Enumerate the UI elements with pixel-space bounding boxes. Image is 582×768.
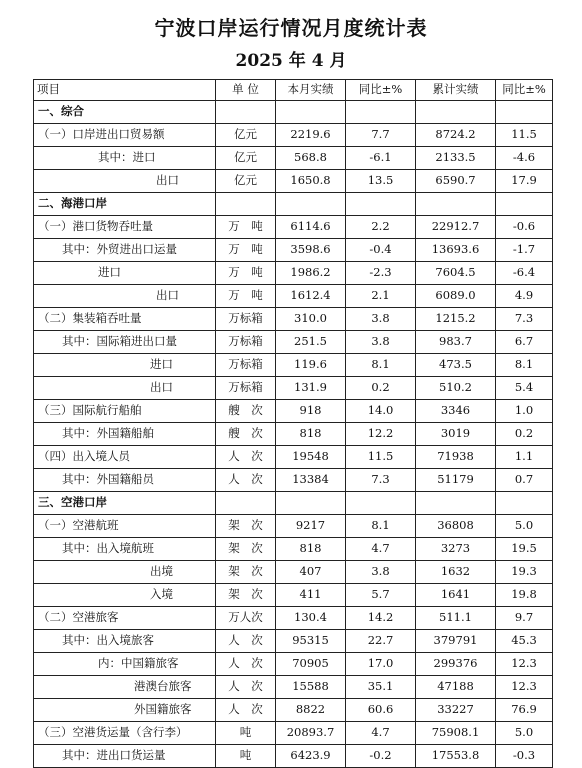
row-item: 出口 <box>34 285 216 308</box>
row-current: 818 <box>276 423 346 446</box>
table-row <box>34 331 553 354</box>
row-item: 三、空港口岸 <box>34 492 216 515</box>
row-cumulative: 1632 <box>416 561 496 584</box>
row-unit: 万人次 <box>216 607 276 630</box>
row-cumulative: 2133.5 <box>416 147 496 170</box>
row-cumulative: 299376 <box>416 653 496 676</box>
row-yoy-cumulative: 5.0 <box>496 515 553 538</box>
row-yoy: 13.5 <box>346 170 416 193</box>
table-row <box>34 538 553 561</box>
row-yoy-cumulative <box>496 101 553 124</box>
row-cumulative: 6590.7 <box>416 170 496 193</box>
row-unit: 架 次 <box>216 561 276 584</box>
table-row <box>34 584 553 607</box>
row-cumulative: 3019 <box>416 423 496 446</box>
row-unit <box>216 193 276 216</box>
row-cumulative: 1641 <box>416 584 496 607</box>
row-cumulative: 3273 <box>416 538 496 561</box>
row-yoy-cumulative: 76.9 <box>496 699 553 722</box>
row-yoy-cumulative: -6.4 <box>496 262 553 285</box>
row-cumulative: 6089.0 <box>416 285 496 308</box>
row-current: 251.5 <box>276 331 346 354</box>
row-item: 港澳台旅客 <box>34 676 216 699</box>
row-cumulative: 511.1 <box>416 607 496 630</box>
table-row <box>34 354 553 377</box>
row-item: 内：中国籍旅客 <box>34 653 216 676</box>
row-current: 119.6 <box>276 354 346 377</box>
row-yoy: 11.5 <box>346 446 416 469</box>
row-yoy <box>346 101 416 124</box>
row-cumulative: 47188 <box>416 676 496 699</box>
row-unit: 艘 次 <box>216 400 276 423</box>
row-cumulative: 22912.7 <box>416 216 496 239</box>
table-row <box>34 722 553 745</box>
row-item: 出境 <box>34 561 216 584</box>
row-cumulative: 1215.2 <box>416 308 496 331</box>
row-yoy-cumulative: 1.0 <box>496 400 553 423</box>
row-item: （四）出入境人员 <box>34 446 216 469</box>
row-item: （一）口岸进出口贸易额 <box>34 124 216 147</box>
row-current: 407 <box>276 561 346 584</box>
row-yoy-cumulative: 5.0 <box>496 722 553 745</box>
row-current: 20893.7 <box>276 722 346 745</box>
table-row <box>34 561 553 584</box>
row-yoy: 7.3 <box>346 469 416 492</box>
row-yoy-cumulative: 12.3 <box>496 653 553 676</box>
row-yoy-cumulative: 12.3 <box>496 676 553 699</box>
row-unit: 亿元 <box>216 124 276 147</box>
row-unit: 万标箱 <box>216 308 276 331</box>
row-yoy: 35.1 <box>346 676 416 699</box>
row-yoy-cumulative: -4.6 <box>496 147 553 170</box>
row-yoy-cumulative: 8.1 <box>496 354 553 377</box>
row-unit: 人 次 <box>216 676 276 699</box>
table-row <box>34 377 553 400</box>
row-cumulative <box>416 101 496 124</box>
row-yoy: 2.2 <box>346 216 416 239</box>
row-current: 818 <box>276 538 346 561</box>
row-current: 6423.9 <box>276 745 346 768</box>
row-item: 二、海港口岸 <box>34 193 216 216</box>
row-cumulative: 13693.6 <box>416 239 496 262</box>
row-unit: 架 次 <box>216 584 276 607</box>
row-unit: 人 次 <box>216 653 276 676</box>
row-current: 19548 <box>276 446 346 469</box>
row-yoy: 14.0 <box>346 400 416 423</box>
row-unit <box>216 101 276 124</box>
row-yoy-cumulative: 17.9 <box>496 170 553 193</box>
row-yoy-cumulative: 7.3 <box>496 308 553 331</box>
row-yoy-cumulative: -1.7 <box>496 239 553 262</box>
row-yoy-cumulative: 0.7 <box>496 469 553 492</box>
row-yoy: 22.7 <box>346 630 416 653</box>
table-row <box>34 170 553 193</box>
table-row <box>34 607 553 630</box>
row-current: 9217 <box>276 515 346 538</box>
row-unit: 万标箱 <box>216 354 276 377</box>
row-yoy-cumulative: 4.9 <box>496 285 553 308</box>
table-row <box>34 400 553 423</box>
row-item: （三）空港货运量（含行李） <box>34 722 216 745</box>
row-yoy: -0.4 <box>346 239 416 262</box>
row-cumulative: 33227 <box>416 699 496 722</box>
report-period: 2025 年 4 月 <box>235 51 347 71</box>
table-row <box>34 469 553 492</box>
row-unit: 人 次 <box>216 699 276 722</box>
page-title: 宁波口岸运行情况月度统计表 <box>154 16 428 40</box>
row-yoy: 4.7 <box>346 722 416 745</box>
row-item: 其中：出入境航班 <box>34 538 216 561</box>
table-row <box>34 745 553 768</box>
table-row <box>34 239 553 262</box>
row-cumulative: 71938 <box>416 446 496 469</box>
row-current: 15588 <box>276 676 346 699</box>
row-item: 出口 <box>34 170 216 193</box>
row-item: 其中：外国籍船员 <box>34 469 216 492</box>
row-current: 6114.6 <box>276 216 346 239</box>
row-item: 一、综合 <box>34 101 216 124</box>
row-current: 1986.2 <box>276 262 346 285</box>
table-row <box>34 216 553 239</box>
row-unit: 亿元 <box>216 147 276 170</box>
row-cumulative <box>416 193 496 216</box>
row-yoy-cumulative: 45.3 <box>496 630 553 653</box>
row-yoy: 2.1 <box>346 285 416 308</box>
table-row <box>34 308 553 331</box>
row-unit: 亿元 <box>216 170 276 193</box>
row-yoy: 14.2 <box>346 607 416 630</box>
row-yoy: -0.2 <box>346 745 416 768</box>
section-row <box>34 193 553 216</box>
row-yoy: -6.1 <box>346 147 416 170</box>
row-yoy-cumulative: 19.3 <box>496 561 553 584</box>
row-item: 其中：出入境旅客 <box>34 630 216 653</box>
row-yoy-cumulative: 11.5 <box>496 124 553 147</box>
row-yoy-cumulative: 19.8 <box>496 584 553 607</box>
header-item: 项目 <box>34 80 216 101</box>
row-current <box>276 101 346 124</box>
row-unit: 人 次 <box>216 630 276 653</box>
row-item: 其中：国际箱进出口量 <box>34 331 216 354</box>
row-current: 13384 <box>276 469 346 492</box>
row-unit: 万 吨 <box>216 285 276 308</box>
row-unit: 万 吨 <box>216 262 276 285</box>
row-cumulative: 3346 <box>416 400 496 423</box>
row-item: 其中：进口 <box>34 147 216 170</box>
row-current: 3598.6 <box>276 239 346 262</box>
row-unit: 架 次 <box>216 515 276 538</box>
table-body <box>34 80 553 768</box>
table-row <box>34 423 553 446</box>
row-current: 95315 <box>276 630 346 653</box>
row-unit: 人 次 <box>216 469 276 492</box>
row-unit <box>216 492 276 515</box>
row-current: 2219.6 <box>276 124 346 147</box>
row-yoy-cumulative: 5.4 <box>496 377 553 400</box>
table-row <box>34 699 553 722</box>
row-yoy: 8.1 <box>346 354 416 377</box>
row-yoy: 7.7 <box>346 124 416 147</box>
table-row <box>34 262 553 285</box>
row-item: 入境 <box>34 584 216 607</box>
table-row <box>34 630 553 653</box>
row-yoy: 0.2 <box>346 377 416 400</box>
table-row <box>34 124 553 147</box>
row-cumulative <box>416 492 496 515</box>
row-yoy-cumulative <box>496 193 553 216</box>
row-yoy-cumulative: 0.2 <box>496 423 553 446</box>
row-cumulative: 983.7 <box>416 331 496 354</box>
row-item: （一）空港航班 <box>34 515 216 538</box>
row-item: （二）空港旅客 <box>34 607 216 630</box>
row-cumulative: 75908.1 <box>416 722 496 745</box>
row-yoy: 12.2 <box>346 423 416 446</box>
row-item: （二）集装箱吞吐量 <box>34 308 216 331</box>
row-unit: 艘 次 <box>216 423 276 446</box>
row-current: 1612.4 <box>276 285 346 308</box>
row-yoy-cumulative: 6.7 <box>496 331 553 354</box>
row-current: 70905 <box>276 653 346 676</box>
table-row <box>34 147 553 170</box>
header-cumulative: 累计实绩 <box>416 80 496 101</box>
row-unit: 吨 <box>216 722 276 745</box>
row-current: 310.0 <box>276 308 346 331</box>
row-current: 130.4 <box>276 607 346 630</box>
row-yoy: 4.7 <box>346 538 416 561</box>
row-cumulative: 473.5 <box>416 354 496 377</box>
row-item: 出口 <box>34 377 216 400</box>
row-current: 918 <box>276 400 346 423</box>
row-item: 其中：进出口货运量 <box>34 745 216 768</box>
row-item: （一）港口货物吞吐量 <box>34 216 216 239</box>
row-yoy <box>346 492 416 515</box>
row-item: 进口 <box>34 354 216 377</box>
table-row <box>34 515 553 538</box>
row-current: 1650.8 <box>276 170 346 193</box>
row-yoy: 8.1 <box>346 515 416 538</box>
row-cumulative: 17553.8 <box>416 745 496 768</box>
table-header-row <box>34 80 553 101</box>
row-cumulative: 51179 <box>416 469 496 492</box>
row-current <box>276 193 346 216</box>
row-yoy-cumulative: -0.3 <box>496 745 553 768</box>
row-unit: 架 次 <box>216 538 276 561</box>
row-yoy-cumulative: 19.5 <box>496 538 553 561</box>
row-item: 进口 <box>34 262 216 285</box>
row-item: 其中：外贸进出口运量 <box>34 239 216 262</box>
row-current: 131.9 <box>276 377 346 400</box>
table-row <box>34 676 553 699</box>
row-yoy <box>346 193 416 216</box>
row-yoy: 3.8 <box>346 308 416 331</box>
row-cumulative: 8724.2 <box>416 124 496 147</box>
row-yoy: 60.6 <box>346 699 416 722</box>
header-current: 本月实绩 <box>276 80 346 101</box>
header-unit: 单 位 <box>216 80 276 101</box>
table-row <box>34 446 553 469</box>
row-yoy-cumulative: 9.7 <box>496 607 553 630</box>
row-item: 其中：外国籍船舶 <box>34 423 216 446</box>
row-unit: 万 吨 <box>216 216 276 239</box>
section-row <box>34 492 553 515</box>
row-yoy: 5.7 <box>346 584 416 607</box>
row-yoy: -2.3 <box>346 262 416 285</box>
row-unit: 人 次 <box>216 446 276 469</box>
row-yoy: 3.8 <box>346 561 416 584</box>
header-yoy: 同比±% <box>346 80 416 101</box>
row-item: （三）国际航行船舶 <box>34 400 216 423</box>
row-unit: 万标箱 <box>216 331 276 354</box>
row-cumulative: 7604.5 <box>416 262 496 285</box>
row-yoy-cumulative: 1.1 <box>496 446 553 469</box>
row-yoy-cumulative <box>496 492 553 515</box>
row-yoy: 17.0 <box>346 653 416 676</box>
row-current: 411 <box>276 584 346 607</box>
statistics-table <box>33 79 553 768</box>
table-row <box>34 285 553 308</box>
row-unit: 万 吨 <box>216 239 276 262</box>
row-unit: 吨 <box>216 745 276 768</box>
row-yoy-cumulative: -0.6 <box>496 216 553 239</box>
row-unit: 万标箱 <box>216 377 276 400</box>
row-current <box>276 492 346 515</box>
row-current: 8822 <box>276 699 346 722</box>
row-yoy: 3.8 <box>346 331 416 354</box>
row-cumulative: 379791 <box>416 630 496 653</box>
header-yoy-cumulative: 同比±% <box>496 80 553 101</box>
section-row <box>34 101 553 124</box>
row-item: 外国籍旅客 <box>34 699 216 722</box>
row-cumulative: 510.2 <box>416 377 496 400</box>
row-cumulative: 36808 <box>416 515 496 538</box>
table-row <box>34 653 553 676</box>
row-current: 568.8 <box>276 147 346 170</box>
